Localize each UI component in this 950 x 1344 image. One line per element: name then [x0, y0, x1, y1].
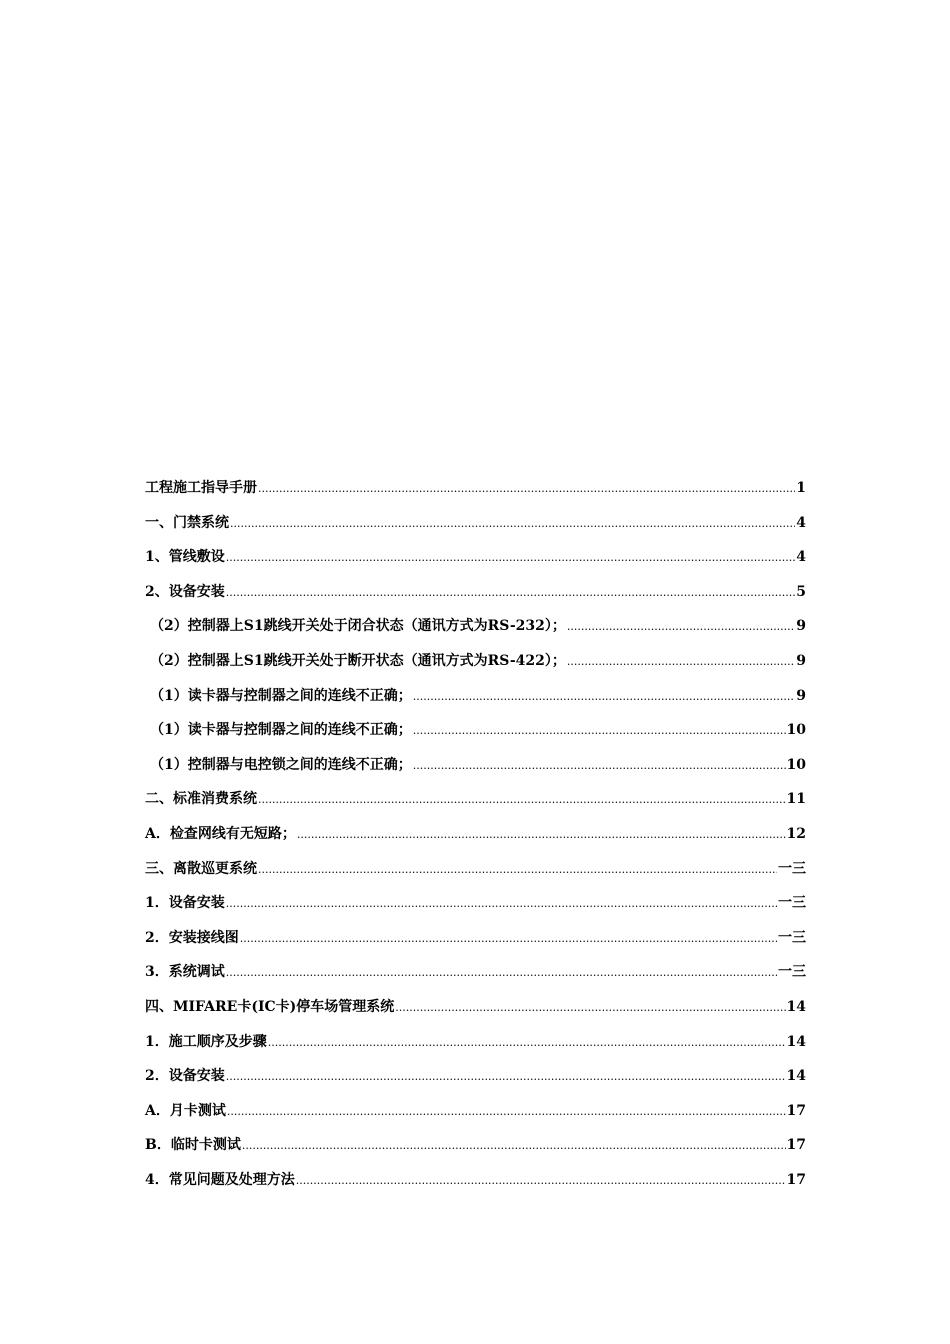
toc-entry-page-number: 1	[796, 480, 806, 496]
toc-entry-page-number: 一三	[778, 860, 806, 877]
toc-dot-leader	[395, 1001, 785, 1014]
toc-dot-leader	[226, 897, 777, 910]
toc-entry-page-number: 9	[796, 618, 806, 635]
toc-entry[interactable]	[145, 858, 806, 893]
toc-dot-leader	[227, 1105, 786, 1118]
toc-entry-title: （2）控制器上S1跳线开关处于闭合状态（通讯方式为RS-232）；	[150, 618, 566, 635]
toc-dot-leader	[297, 828, 786, 841]
toc-entry-page-number: 5	[796, 583, 806, 600]
toc-entry-title: 2．设备安装	[145, 1068, 225, 1085]
toc-entry[interactable]	[145, 754, 806, 789]
toc-entry-page-number: 一三	[778, 929, 806, 946]
toc-entry-title: 一、门禁系统	[145, 514, 229, 531]
toc-dot-leader	[226, 551, 796, 564]
toc-dot-leader	[258, 482, 795, 495]
toc-entry-page-number: 4	[796, 514, 806, 531]
toc-entry[interactable]	[145, 650, 806, 685]
toc-entry[interactable]	[145, 1065, 806, 1100]
toc-entry-page-number: 9	[796, 687, 806, 704]
toc-entry-title: （1）读卡器与控制器之间的连线不正确；	[150, 722, 412, 739]
toc-dot-leader	[240, 932, 777, 945]
toc-entry[interactable]	[145, 892, 806, 927]
toc-entry[interactable]	[145, 546, 806, 581]
toc-entry-page-number: 一三	[778, 964, 806, 981]
toc-dot-leader	[226, 586, 796, 599]
toc-entry-page-number: 14	[786, 1068, 806, 1085]
toc-entry-page-number: 14	[786, 998, 806, 1015]
toc-entry[interactable]	[145, 615, 806, 650]
toc-entry-title: 四、MIFARE卡(IC卡)停车场管理系统	[145, 998, 395, 1015]
toc-entry-page-number: 10	[786, 756, 806, 773]
toc-entry-title: 2、设备安装	[145, 583, 225, 600]
toc-entry-title: A．检查网线有无短路；	[145, 825, 296, 842]
toc-entry-page-number: 17	[786, 1137, 806, 1154]
toc-dot-leader	[242, 1139, 786, 1152]
toc-dot-leader	[268, 1036, 786, 1049]
toc-entry-title: （2）控制器上S1跳线开关处于断开状态（通讯方式为RS-422）；	[150, 652, 566, 669]
toc-entry-page-number: 9	[796, 652, 806, 669]
toc-entry-title: 3．系统调试	[145, 964, 225, 981]
toc-entry[interactable]	[145, 477, 806, 512]
toc-dot-leader	[258, 793, 786, 806]
toc-entry-page-number: 4	[796, 549, 806, 566]
toc-entry-title: 二、标准消费系统	[145, 791, 257, 808]
toc-entry-title: A．月卡测试	[145, 1102, 226, 1119]
toc-entry-page-number: 10	[786, 722, 806, 739]
toc-dot-leader	[413, 724, 786, 737]
toc-entry-title: （1）控制器与电控锁之间的连线不正确；	[150, 756, 412, 773]
toc-entry[interactable]	[145, 961, 806, 996]
toc-entry[interactable]	[145, 996, 806, 1031]
toc-entry[interactable]	[145, 927, 806, 962]
toc-entry-page-number: 14	[786, 1033, 806, 1050]
toc-entry-title: 2．安装接线图	[145, 929, 239, 946]
toc-dot-leader	[226, 1070, 786, 1083]
toc-dot-leader	[567, 620, 795, 633]
toc-entry-title: 1、管线敷设	[145, 549, 225, 566]
toc-entry-page-number: 17	[786, 1102, 806, 1119]
toc-entry[interactable]	[145, 1134, 806, 1169]
toc-entry-page-number: 12	[786, 825, 806, 842]
toc-entry[interactable]	[145, 719, 806, 754]
toc-dot-leader	[226, 966, 777, 979]
toc-entry[interactable]	[145, 1169, 806, 1204]
toc-entry-title: 4．常见问题及处理方法	[145, 1171, 295, 1188]
toc-entry[interactable]	[145, 1031, 806, 1066]
toc-dot-leader	[567, 655, 795, 668]
toc-entry-title: 工程施工指导手册	[145, 480, 257, 496]
toc-entry-title: 三、离散巡更系统	[145, 860, 257, 877]
toc-entry[interactable]	[145, 685, 806, 720]
toc-entry[interactable]	[145, 788, 806, 823]
toc-entry[interactable]	[145, 823, 806, 858]
toc-entry[interactable]	[145, 581, 806, 616]
toc-entry-title: 1．施工顺序及步骤	[145, 1033, 267, 1050]
toc-dot-leader	[258, 863, 777, 876]
toc-entry-page-number: 一三	[778, 895, 806, 912]
toc-dot-leader	[413, 690, 796, 703]
toc-dot-leader	[296, 1174, 786, 1187]
toc-entry-page-number: 17	[786, 1171, 806, 1188]
table-of-contents	[145, 477, 806, 1203]
toc-entry-title: （1）读卡器与控制器之间的连线不正确；	[150, 687, 412, 704]
toc-entry-title: B．临时卡测试	[145, 1137, 241, 1154]
toc-entry[interactable]	[145, 512, 806, 547]
toc-dot-leader	[230, 517, 795, 530]
toc-dot-leader	[413, 759, 786, 772]
toc-entry-title: 1．设备安装	[145, 895, 225, 912]
toc-entry[interactable]	[145, 1100, 806, 1135]
toc-entry-page-number: 11	[786, 791, 806, 808]
